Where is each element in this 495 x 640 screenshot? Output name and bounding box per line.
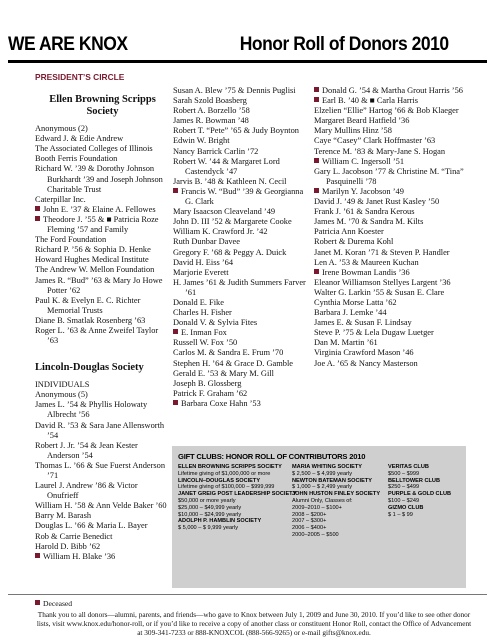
donor-entry [314,197,464,207]
individuals-subheading: INDIVIDUALS [35,380,90,390]
donor-name: Donald V. & Sylvia Fites [173,318,258,328]
donor-name: Donald G. ’54 & Martha Grout Harris ’56 [322,86,463,95]
donor-entry [173,359,313,369]
donor-entry [314,106,464,116]
donor-entry [314,268,464,278]
lincoln-douglas-list [35,390,170,562]
donor-name: Ruth Dunbar Davee [173,237,240,247]
donor-name: John E. ’37 & Elaine A. Fellowes [43,204,156,214]
donor-name: Gary L. Jacobson ’77 & Christine M. “Tina” Pasquinelli ’78 [314,166,464,186]
donor-name: Stephen H. ’64 & Grace D. Gamble [173,358,294,368]
donor-entry [35,195,170,205]
donor-name: Steve P. ’75 & Lela Dugaw Luetger [314,328,434,338]
deceased-marker-icon [35,553,40,558]
gift-club-range: 2006 – $400+ [292,525,327,532]
donor-name: David R. ’53 & Sara Jane Allensworth ’54 [35,420,165,440]
donor-name: Richard P. ’56 & Sophia D. Henke [35,245,151,255]
donor-name: Eleanor Williamson Stellyes Largent ’36 [314,277,451,287]
donor-name: Caye “Casey” Clark Hoffmaster ’63 [314,136,436,146]
donor-name: Walter G. Larkin ’55 & Susan E. Clare [314,287,445,297]
donor-list-col3 [314,86,464,369]
donor-name: Anonymous (2) [35,124,88,134]
donor-name: James M. ’70 & Sandra M. Kilts [314,217,424,227]
donor-entry [35,276,170,296]
gift-club-range: $10,000 – $24,999 yearly [178,511,242,518]
publication-title: WE ARE KNOX [8,34,128,55]
donor-name: Gregory F. ’68 & Peggy A. Duick [173,247,287,257]
donor-name: Howard Hughes Medical Institute [35,255,149,265]
donor-name: David J. ’49 & Janet Rust Kasley ’50 [314,197,440,207]
donor-entry [314,359,464,369]
donor-entry [314,328,464,338]
donor-entry [35,421,170,441]
donor-entry [314,207,464,217]
column-1 [35,72,170,562]
gift-club-range: Lifetime giving of $100,000 – $999,999 [178,484,275,491]
donor-name: Mary Isaacson Cleaveland ’49 [173,207,276,217]
donor-entry [35,542,170,552]
deceased-legend [35,599,72,608]
gift-club-range: $500 – $999 [388,470,420,477]
donor-name: Thomas L. ’66 & Sue Fuerst Anderson ’71 [35,460,166,480]
donor-name: Donald E. Fike [173,297,224,307]
donor-name: Len A. ’53 & Maureen Kuchan [314,257,419,267]
donor-name: Barbara Coxe Hahn ’53 [181,398,261,408]
donor-entry [173,268,313,278]
donor-name: Robert A. Borzello ’58 [173,106,250,116]
gift-club-name: VERITAS CLUB [388,464,429,470]
donor-entry [173,207,313,217]
donor-entry [314,248,464,258]
gift-clubs-box [172,446,466,588]
gift-clubs-column [292,464,380,539]
donor-entry [173,126,313,136]
gift-club-range: Lifetime giving of $1,000,000 or more [178,470,271,477]
ellen-scripps-list [35,124,170,346]
donor-entry [173,248,313,258]
donor-entry [173,399,313,409]
donor-name: Elzelien “Ellie” Hartog ’66 & Bob Klaeger [314,106,459,116]
donor-name: Robert & Durema Kohl [314,237,394,247]
gift-club-name: JANET GREIG POST LEADERSHIP SOCIETY [178,491,297,498]
donor-entry [314,227,464,237]
donor-name: Charles H. Fisher [173,308,232,318]
donor-entry [35,235,170,245]
gift-club-range: $ 1 – $ 99 [388,511,413,518]
footer-rule [8,594,487,595]
donor-entry [173,308,313,318]
gift-club-range: $ 1,000 – $ 2,499 yearly [292,484,353,491]
gift-club-name: LINCOLN–DOUGLAS SOCIETY [178,477,261,484]
donor-name: John D. III ’52 & Margarete Cooke [173,217,292,227]
donor-name: Caterpillar Inc. [35,194,86,204]
donor-entry [35,144,170,154]
donor-entry [35,134,170,144]
donor-name: Carlos M. & Sandra E. Frum ’70 [173,348,284,358]
donor-entry [314,157,464,167]
donor-name: Harold D. Bibb ’62 [35,541,101,551]
donor-entry [35,501,170,511]
donor-name: Barry M. Barash [35,511,92,521]
donor-name: H. James ’61 & Judith Summers Farver ’61 [173,277,306,297]
donor-entry [35,215,170,235]
donor-name: Susan A. Blew ’75 & Dennis Puglisi [173,86,296,95]
gift-club-name: ADOLPH P. HAMBLIN SOCIETY [178,518,262,525]
donor-entry [173,96,313,106]
donor-entry [35,400,170,420]
donor-entry [35,521,170,531]
donor-name: Cynthia Morse Latta ’62 [314,297,397,307]
donor-entry [35,154,170,164]
gift-club-range: $ 5,000 – $ 9,999 yearly [178,525,239,532]
donor-entry [35,245,170,255]
donor-name: Douglas L. ’66 & Maria L. Bayer [35,521,148,531]
gift-club-range: 2007 – $300+ [292,518,327,525]
donor-name: Mary Mullins Hinz ’58 [314,126,392,136]
donor-entry [173,217,313,227]
donor-name: The Ford Foundation [35,235,107,245]
donor-entry [314,258,464,268]
donor-name: Marilyn Y. Jacobson ’49 [322,186,404,196]
gift-club-range: $100 – $249 [388,497,420,504]
donor-entry [35,164,170,194]
gift-club-range: 2009–2010 – $100+ [292,504,342,511]
donor-name: Robert T. “Pete” ’65 & Judy Boynton [173,126,299,136]
deceased-marker-icon [173,329,178,334]
deceased-marker-icon [314,188,319,193]
donor-name: Earl B. ’40 & ■ Carla Harris [322,96,418,106]
gift-club-range: Alumni Only, Classes of: [292,497,353,504]
donor-entry [314,147,464,157]
donor-list-col2 [173,86,313,409]
donor-entry [173,227,313,237]
donor-entry [35,326,170,346]
donor-entry [173,328,313,338]
donor-name: Edwin W. Bright [173,136,230,146]
donor-entry [173,116,313,126]
donor-entry [35,511,170,521]
donor-entry [35,390,170,400]
donor-entry [35,205,170,215]
donor-entry [314,126,464,136]
donor-entry [173,187,313,207]
donor-entry [35,124,170,134]
donor-name: Diane B. Smatlak Rosenberg ’63 [35,315,146,325]
gift-club-range: $25,000 – $49,999 yearly [178,504,242,511]
deceased-marker-icon [314,158,319,163]
donor-entry [314,318,464,328]
donor-entry [314,187,464,197]
donor-name: Richard W. ’39 & Dorothy Johnson Burkhardt ’39 and Joseph Johnson Charitable Trust [35,164,163,194]
donor-name: Theodore J. ’55 & ■ Patricia Roze Fleming ’57 and Family [43,214,159,235]
donor-name: Robert J. Jr. ’54 & Jean Kester Anderson ’54 [35,440,138,460]
donor-entry [173,318,313,328]
deceased-marker-icon [173,400,178,405]
gift-club-name: GIZMO CLUB [388,504,424,511]
donor-name: Paul K. & Evelyn E. C. Richter Memorial Trusts [35,295,141,315]
donor-name: Sarah Szold Boasberg [173,96,247,106]
deceased-marker-icon [35,206,40,211]
gift-club-range: $250 – $499 [388,484,420,491]
deceased-marker-icon [314,97,319,102]
deceased-marker-icon [35,600,40,605]
donor-name: Nancy Barrick Carlin ’72 [173,146,259,156]
donor-name: The Andrew W. Mellon Foundation [35,265,155,275]
gift-club-range: 2008 – $200+ [292,511,327,518]
donor-entry [173,298,313,308]
donor-entry [35,532,170,542]
donor-entry [314,278,464,288]
gift-clubs-column [178,464,296,532]
donor-entry [173,379,313,389]
deceased-marker-icon [35,216,40,221]
donor-entry [314,167,464,187]
gift-club-name: PURPLE & GOLD CLUB [388,491,452,498]
donor-entry [35,296,170,316]
donor-name: James R. Bowman ’48 [173,116,249,126]
donor-entry [35,316,170,326]
donor-name: Virginia Crawford Mason ’46 [314,348,414,358]
donor-entry [173,106,313,116]
gift-clubs-title: GIFT CLUBS: HONOR ROLL OF CONTRIBUTORS 2010 [178,452,366,461]
donor-entry [314,308,464,318]
donor-name: Marjorie Everett [173,267,229,277]
donor-name: Patricia Ann Koester [314,227,384,237]
donor-entry [173,348,313,358]
donor-name: Joe A. ’65 & Nancy Masterson [314,358,418,368]
donor-name: Edward J. & Edie Andrew [35,134,124,144]
donor-name: William C. Ingersoll ’51 [322,156,405,166]
donor-name: Anonymous (5) [35,390,88,400]
donor-entry [173,258,313,268]
donor-name: Margaret Beard Hatfield ’36 [314,116,410,126]
donor-name: Francis W. “Bud” ’39 & Georgianna G. Clark [181,186,304,207]
gift-clubs-column [388,464,451,518]
donor-name: Barbara J. Lemke ’44 [314,308,387,318]
donor-entry [173,338,313,348]
donor-entry [35,265,170,275]
donor-entry [173,86,313,96]
donor-name: Rob & Carrie Benedict [35,531,113,541]
donor-name: Joseph B. Glossberg [173,378,242,388]
donor-entry [314,86,464,96]
donor-entry [173,136,313,146]
donor-name: William H. ’58 & Ann Velde Baker ’60 [35,501,167,511]
donor-name: Frank J. ’61 & Sandra Kerous [314,207,415,217]
donor-name: Laurel J. Andrew ’86 & Victor Onufrieff [35,481,138,501]
header-rule [8,60,487,63]
gift-club-name: NEWTON BATEMAN SOCIETY [292,477,372,484]
donor-entry [173,237,313,247]
donor-entry [35,461,170,481]
donor-entry [35,552,170,562]
donor-name: Terence M. ’83 & Mary-Jane S. Hogan [314,146,446,156]
donor-name: Roger L. ’63 & Anne Zweifel Taylor ’63 [35,325,159,346]
donor-entry [35,481,170,501]
donor-entry [173,147,313,157]
lincoln-douglas-heading: Lincoln-Douglas Society [35,362,144,374]
donor-name: James R. “Bud” ’63 & Mary Jo Howe Potter ’62 [35,275,163,295]
donor-name: William H. Blake ’36 [43,551,116,561]
donor-entry [314,136,464,146]
deceased-label: Deceased [43,599,73,608]
deceased-marker-icon [173,188,178,193]
donor-entry [173,177,313,187]
gift-club-range: $ 2,500 – $ 4,999 yearly [292,470,353,477]
donor-name: Jarvis B. ’48 & Kathleen N. Cecil [173,176,287,186]
gift-club-name: ELLEN BROWNING SCRIPPS SOCIETY [178,464,282,470]
gift-club-name: MARIA WHITING SOCIETY [292,464,363,470]
deceased-marker-icon [314,269,319,274]
gift-club-name: JOHN HUSTON FINLEY SOCIETY [292,491,381,498]
column-2 [173,86,313,409]
donor-entry [314,298,464,308]
donor-name: Patrick F. Graham ’62 [173,388,248,398]
gift-club-range: $50,000 or more yearly [178,497,236,504]
gift-club-range: 2000–2005 – $500 [292,531,339,538]
donor-name: The Associated Colleges of Illinois [35,144,153,154]
donor-name: James E. & Susan F. Lindsay [314,318,412,328]
donor-name: David H. Eiss ’64 [173,257,234,267]
donor-entry [173,278,313,298]
ellen-scripps-heading: Ellen Browning Scripps Society [49,94,156,118]
donor-entry [314,116,464,126]
column-3 [314,86,464,369]
donor-name: Dan M. Martin ’61 [314,338,378,348]
donor-entry [314,217,464,227]
donor-entry [314,96,464,106]
donor-entry [314,348,464,358]
donor-entry [314,288,464,298]
presidents-circle-heading: PRESIDENT’S CIRCLE [35,72,125,82]
donor-entry [35,441,170,461]
donor-name: Gerald E. ’53 & Mary M. Gill [173,368,274,378]
donor-name: E. Inman Fox [181,328,227,338]
donor-entry [173,389,313,399]
section-title: Honor Roll of Donors 2010 [239,34,449,55]
donor-name: Booth Ferris Foundation [35,154,118,164]
donor-entry [314,237,464,247]
donor-name: Russell W. Fox ’50 [173,338,238,348]
donor-name: Janet M. Koran ’71 & Steven P. Handler [314,247,450,257]
donor-name: James L. ’54 & Phyllis Holowaty Albrecht ’56 [35,400,148,420]
donor-entry [35,255,170,265]
donor-name: Irene Bowman Landis ’36 [322,267,410,277]
donor-entry [173,157,313,177]
donor-entry [314,338,464,348]
deceased-marker-icon [314,87,319,92]
page-header [8,26,449,56]
thank-you-note: Thank you to all donors—alumni, parents, and friends—who gave to Knox between July 1, 2009 and June 30, 2010. If you’d like to see other donor lists, visit www.knox.edu/honor-roll, or if you’d like to receive a copy of another class or constituent Honor Roll, contact the Office of Advancement at 309-341-7233 or 888-KNOXCOL (888-566-9265) or e-mail gifts@knox.edu. [36,610,472,637]
gift-club-name: BELLTOWER CLUB [388,477,440,484]
donor-entry [173,369,313,379]
donor-name: Robert W. ’44 & Margaret Lord Castendyck ’47 [173,156,280,176]
donor-name: William K. Crawford Jr. ’42 [173,227,268,237]
